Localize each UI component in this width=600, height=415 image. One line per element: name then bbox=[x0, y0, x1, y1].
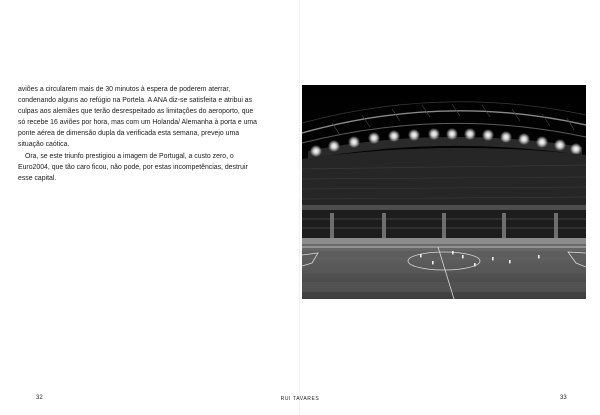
page-number-left: 32 bbox=[36, 395, 43, 401]
page-gutter bbox=[299, 0, 300, 415]
left-page-body bbox=[18, 84, 258, 184]
running-footer: RUI TAVARES bbox=[280, 396, 320, 402]
page-number-right: 33 bbox=[560, 395, 567, 401]
paragraph-2: Ora, se este triunfo prestigiou a imagem de Portugal, a custo zero, o Euro2004, que tão caro ficou, não pode, por estas incompetências, destruir esse capital. bbox=[18, 152, 248, 182]
paragraph-1: aviões a circularem mais de 30 minutos à espera de poderem aterrar, condenando alguns ao refúgio na Portela. A ANA diz-se satisfeita e atribui as culpas aos alemães que terão desrespeitado as limitações do aeroporto, que só recebe 16 aviões por hora, mas com um Holanda/ Alemanha à porta e uma ponte aérea de dimensão dupla da verificada esta semana, prevejo uma situação caótica. bbox=[18, 86, 258, 149]
stadium-photo-icon bbox=[302, 85, 586, 299]
stadium-photo bbox=[302, 85, 586, 299]
